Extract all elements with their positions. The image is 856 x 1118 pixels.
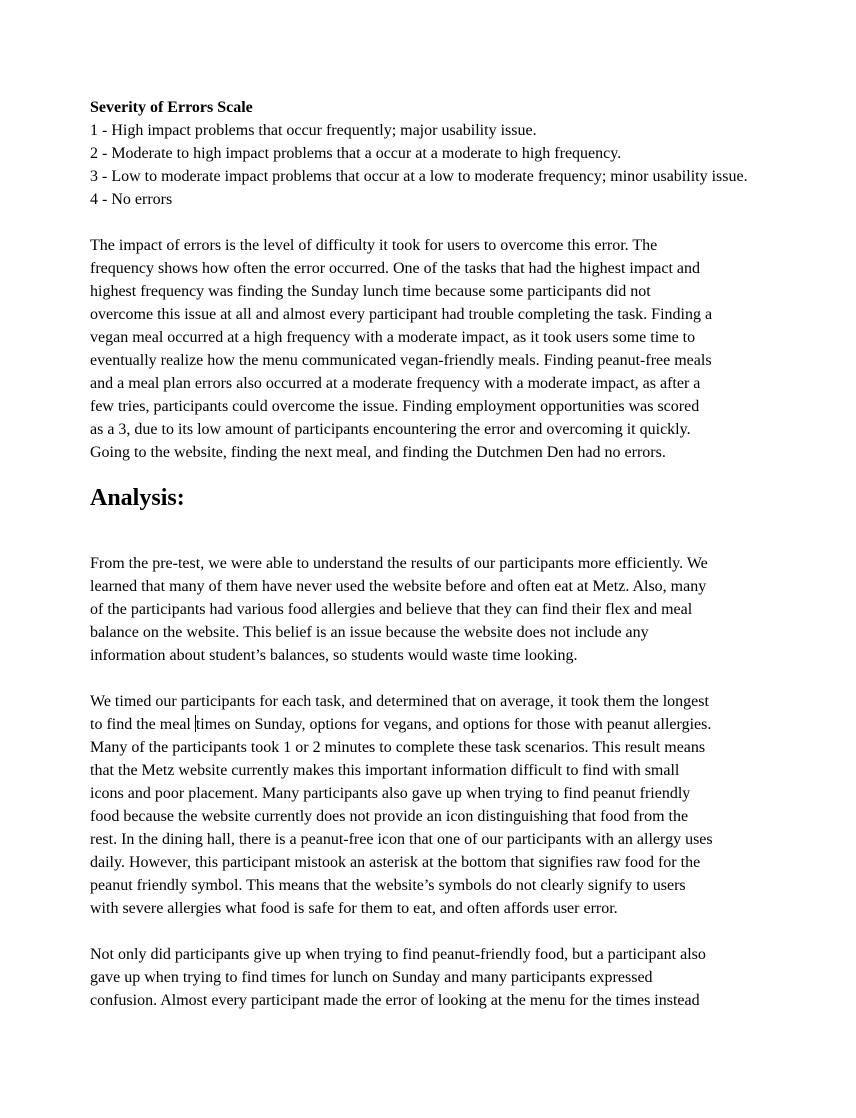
scale-item-4: 4 - No errors bbox=[90, 191, 173, 208]
paragraph-line: vegan meal occurred at a high frequency with a moderate impact, as it took users some time to bbox=[90, 329, 696, 346]
paragraph-line: peanut friendly symbol. This means that the website’s symbols do not clearly signify to users bbox=[90, 877, 686, 894]
paragraph-line: few tries, participants could overcome the issue. Finding employment opportunities was scored bbox=[90, 398, 700, 415]
paragraph-line: eventually realize how the menu communicated vegan-friendly meals. Finding peanut-free meals bbox=[90, 352, 712, 369]
analysis-paragraph-1 bbox=[90, 552, 830, 667]
paragraph-line: overcome this issue at all and almost every participant had trouble completing the task. Finding a bbox=[90, 306, 713, 323]
paragraph-line: food because the website currently does not provide an icon distinguishing that food from the bbox=[90, 808, 689, 825]
document-page bbox=[90, 96, 830, 1012]
spacer bbox=[90, 667, 830, 690]
paragraph-line: We timed our participants for each task, and determined that on average, it took them the longest bbox=[90, 693, 709, 710]
analysis-paragraph-3 bbox=[90, 943, 830, 1012]
paragraph-line: Not only did participants give up when trying to find peanut-friendly food, but a participant also bbox=[90, 946, 706, 963]
spacer bbox=[90, 211, 830, 234]
paragraph-line: highest frequency was finding the Sunday lunch time because some participants did not bbox=[90, 283, 651, 300]
paragraph-line: of the participants had various food allergies and believe that they can find their flex and meal bbox=[90, 601, 693, 618]
paragraph-line: as a 3, due to its low amount of participants encountering the error and overcoming it quickly. bbox=[90, 421, 691, 438]
paragraph-line: Many of the participants took 1 or 2 minutes to complete these task scenarios. This result means bbox=[90, 739, 706, 756]
impact-paragraph bbox=[90, 234, 830, 464]
analysis-paragraph-2[interactable] bbox=[90, 690, 830, 920]
paragraph-line: frequency shows how often the error occurred. One of the tasks that had the highest impact and bbox=[90, 260, 701, 277]
paragraph-line: that the Metz website currently makes this important information difficult to find with small bbox=[90, 762, 680, 779]
scale-item-1: 1 - High impact problems that occur frequently; major usability issue. bbox=[90, 122, 537, 139]
scale-item-2: 2 - Moderate to high impact problems that a occur at a moderate to high frequency. bbox=[90, 145, 622, 162]
paragraph-line: icons and poor placement. Many participants also gave up when trying to find peanut friendly bbox=[90, 785, 691, 802]
spacer bbox=[90, 513, 830, 552]
paragraph-line: rest. In the dining hall, there is a peanut-free icon that one of our participants with an allergy uses bbox=[90, 831, 713, 848]
line-segment: times on Sunday, options for vegans, and options for those with peanut allergies. bbox=[195, 716, 712, 733]
paragraph-line-with-cursor bbox=[90, 713, 830, 736]
paragraph-line: confusion. Almost every participant made the error of looking at the menu for the times instead bbox=[90, 992, 700, 1009]
paragraph-line: balance on the website. This belief is an issue because the website does not include any bbox=[90, 624, 649, 641]
paragraph-line: information about student’s balances, so students would waste time looking. bbox=[90, 647, 578, 664]
paragraph-line: gave up when trying to find times for lunch on Sunday and many participants expressed bbox=[90, 969, 653, 986]
line-segment: to find the meal bbox=[90, 716, 195, 733]
paragraph-line: with severe allergies what food is safe for them to eat, and often affords user error. bbox=[90, 900, 618, 917]
paragraph-line: learned that many of them have never used the website before and often eat at Metz. Also, many bbox=[90, 578, 707, 595]
paragraph-line: The impact of errors is the level of difficulty it took for users to overcome this error. The bbox=[90, 237, 658, 254]
paragraph-line: Going to the website, finding the next meal, and finding the Dutchmen Den had no errors. bbox=[90, 444, 666, 461]
scale-item-3: 3 - Low to moderate impact problems that occur at a low to moderate frequency; minor usability issue. bbox=[90, 168, 748, 185]
scale-title: Severity of Errors Scale bbox=[90, 99, 253, 116]
paragraph-line: and a meal plan errors also occurred at a moderate frequency with a moderate impact, as after a bbox=[90, 375, 701, 392]
paragraph-line: From the pre-test, we were able to understand the results of our participants more efficiently. We bbox=[90, 555, 708, 572]
spacer bbox=[90, 920, 830, 943]
analysis-heading: Analysis: bbox=[90, 485, 185, 511]
paragraph-line: daily. However, this participant mistook an asterisk at the bottom that signifies raw food for the bbox=[90, 854, 701, 871]
